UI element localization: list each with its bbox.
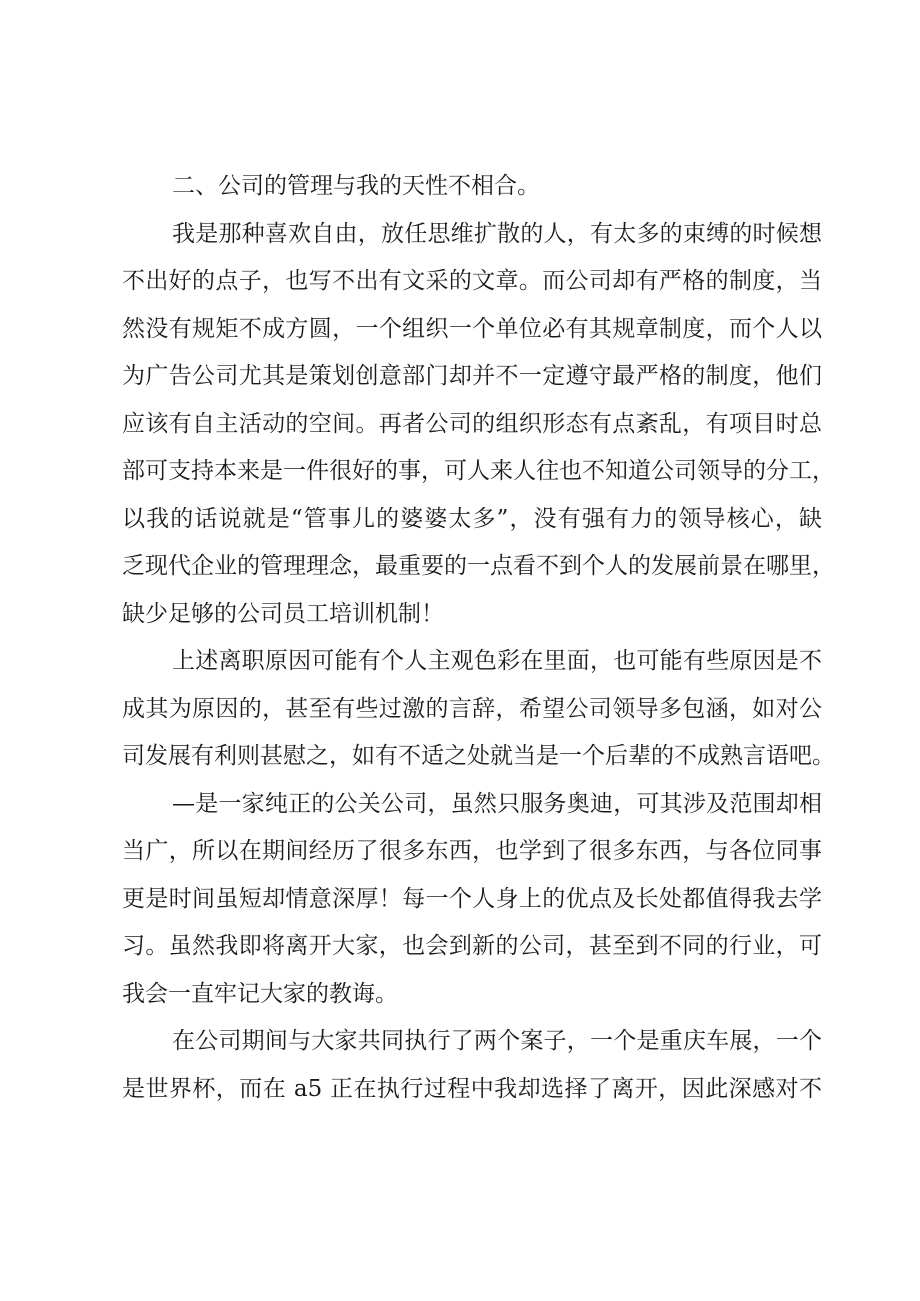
- text-line: 二、公司的管理与我的天性不相合。: [172, 173, 540, 199]
- text-line: 以我的话说就是“管事儿的婆婆太多”，没有强有力的领导核心，缺: [122, 505, 822, 532]
- text-line: 上述离职原因可能有个人主观色彩在里面，也可能有些原因是不: [172, 648, 822, 674]
- text-line: —是一家纯正的公关公司，虽然只服务奥迪，可其涉及范围却相: [172, 790, 822, 817]
- text-line: 不出好的点子，也写不出有文采的文章。而公司却有严格的制度，当: [122, 268, 822, 294]
- text-line: 习。虽然我即将离开大家，也会到新的公司，甚至到不同的行业，可: [122, 933, 822, 959]
- text-line: 我是那种喜欢自由，放任思维扩散的人，有太多的束缚的时候想: [172, 220, 822, 247]
- text-line: 成其为原因的，甚至有些过激的言辞，希望公司领导多包涵，如对公: [122, 695, 822, 722]
- text-line: 是世界杯，而在 a5 正在执行过程中我却选择了离开，因此深感对不: [122, 1075, 822, 1102]
- text-line: 缺少足够的公司员工培训机制！: [122, 600, 444, 627]
- paragraph: [122, 1018, 822, 1113]
- text-line: 部可支持本来是一件很好的事，可人来人往也不知道公司领导的分工，: [122, 458, 835, 484]
- text-line: 司发展有利则甚慰之，如有不适之处就当是一个后辈的不成熟言语吧。: [122, 743, 835, 769]
- text-line: 然没有规矩不成方圆，一个组织一个单位必有其规章制度，而个人以: [122, 315, 822, 342]
- text-line: 在公司期间与大家共同执行了两个案子，一个是重庆车展，一个: [172, 1028, 822, 1054]
- paragraph: [122, 211, 835, 639]
- text-line: 为广告公司尤其是策划创意部门却并不一定遵守最严格的制度，他们: [122, 363, 822, 389]
- paragraph: [122, 638, 835, 781]
- paragraph-heading: [122, 163, 822, 211]
- paragraph: [122, 781, 822, 1019]
- text-line: 我会一直牢记大家的教诲。: [122, 980, 398, 1007]
- text-line: 应该有自主活动的空间。再者公司的组织形态有点紊乱，有项目时总: [122, 410, 822, 437]
- text-line: 当广，所以在期间经历了很多东西，也学到了很多东西，与各位同事: [122, 838, 822, 864]
- text-line: 乏现代企业的管理理念，最重要的一点看不到个人的发展前景在哪里，: [122, 553, 835, 579]
- text-line: 更是时间虽短却情意深厚！每一个人身上的优点及长处都值得我去学: [122, 885, 822, 912]
- document-body: [122, 163, 835, 1113]
